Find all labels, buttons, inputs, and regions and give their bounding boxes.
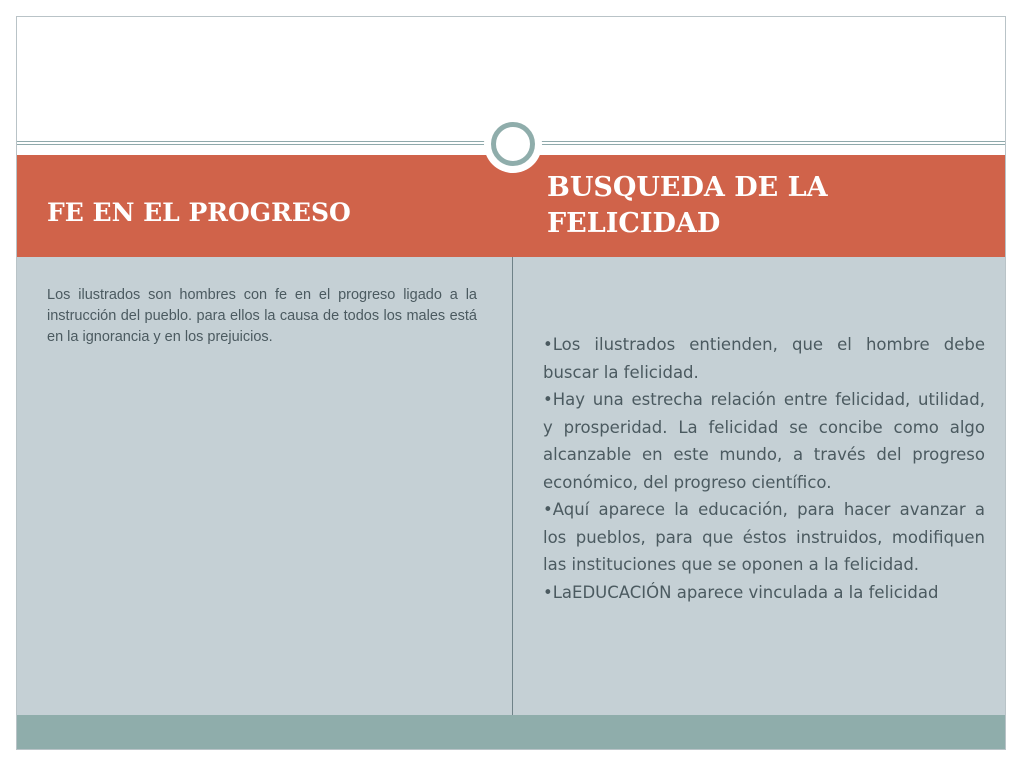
- right-cell: [543, 331, 985, 606]
- header-fe-en-el-progreso: FE EN EL PROGRESO: [47, 197, 351, 227]
- header-busqueda-de-la-felicidad: BUSQUEDA DE LA FELICIDAD: [547, 172, 828, 239]
- bullet-item: •Los ilustrados entienden, que el hombre debe buscar la felicidad.: [543, 335, 985, 382]
- left-cell-text: Los ilustrados son hombres con fe en el progreso ligado a la instrucción del pueblo. para ellos la causa de todos los males está en la ignorancia y en los prejuicios.: [47, 287, 477, 345]
- bullet-item: •Hay una estrecha relación entre felicidad, utilidad, y prosperidad. La felicidad se concibe como algo alcanzable en este mundo, a través del progreso económico, del progreso científico.: [543, 390, 985, 492]
- column-divider: [512, 257, 513, 715]
- footer-band: [17, 715, 1005, 750]
- circle-ornament: [484, 115, 542, 173]
- bullet-item: •Aquí aparece la educación, para hacer avanzar a los pueblos, para que éstos instruidos, modifiquen las instituciones que se oponen a la felicidad.: [543, 500, 985, 574]
- table-body-row: [17, 257, 1005, 715]
- circle-ring-icon: [491, 122, 535, 166]
- slide: [16, 16, 1006, 750]
- bullet-item: •LaEDUCACIÓN aparece vinculada a la felicidad: [543, 582, 939, 602]
